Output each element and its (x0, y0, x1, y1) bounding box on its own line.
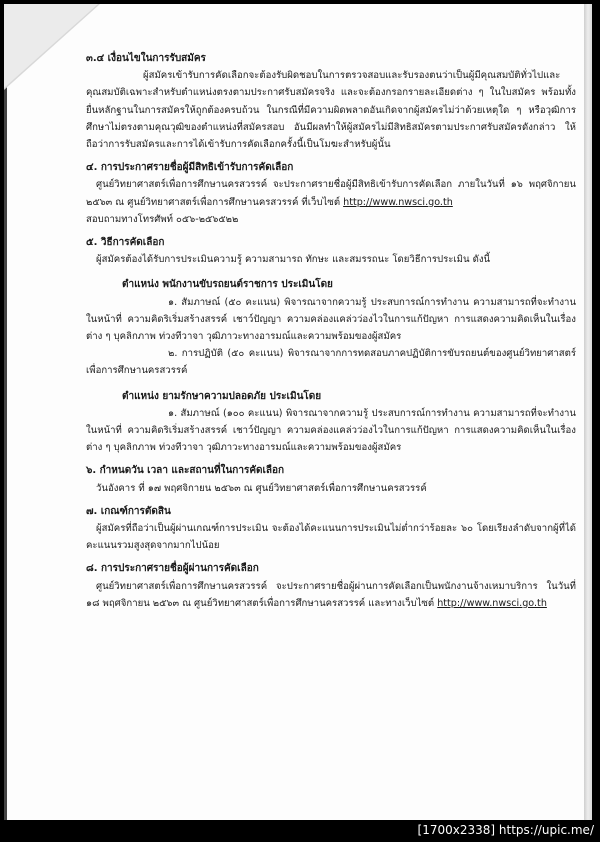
section-8-heading: ๘. การประกาศรายชื่อผู้ผ่านการคัดเลือก (86, 563, 259, 575)
image-footer-bar (0, 820, 600, 842)
section-4-text: ศูนย์วิทยาศาสตร์เพื่อการศึกษานครสวรรค์ จะประกาศรายชื่อผู้มีสิทธิเข้ารับการคัดเลือก ภายในวันที่ ๑๖ พฤศจิกายน ๒๕๖๓ ณ ศูนย์วิทยาศาสตร์เพื่อการศึกษานครสวรรค์ ที่เว็บไซต์ (86, 179, 576, 208)
watermark-text: [1700x2338] https://upic.me/ (417, 823, 594, 837)
section-4-heading: ๔. การประกาศรายชื่อผู้มีสิทธิเข้ารับการคัดเลือก (86, 162, 294, 174)
security-criterion-interview: ๑. สัมภาษณ์ (๑๐๐ คะแนน) พิจารณาจากความรู้ ประสบการณ์การทำงาน ความสามารถที่จะทำงานในหน้าที่ ความคิดริเริ่มสร้างสรรค์ เชาว์ปัญญา ความคล่องแคล่วว่องไวในการแก้ปัญหา การแสดงความคิดเห็นในเรื่องต่าง ๆ บุคลิกภาพ ท่วงทีวาจา วุฒิภาวะทางอารมณ์และความพร้อมของผู้สมัคร (86, 407, 576, 454)
section-7-body: ผู้สมัครที่ถือว่าเป็นผู้ผ่านเกณฑ์การประเมิน จะต้องได้คะแนนการประเมินไม่ต่ำกว่าร้อยละ ๖๐ โดยเรียงลำดับจากผู้ที่ได้คะแนนรวมสูงสุดจากมากไปน้อย (86, 523, 576, 552)
position-security-heading: ตำแหน่ง ยามรักษาความปลอดภัย ประเมินโดย (122, 390, 322, 402)
folded-corner-inner (4, 4, 98, 88)
section-7-heading: ๗. เกณฑ์การตัดสิน (86, 505, 171, 517)
section-3-4-heading: ๓.๔ เงื่อนไขในการรับสมัคร (86, 53, 206, 64)
section-4-body (86, 176, 576, 210)
document-page (4, 4, 592, 820)
section-8-body (86, 578, 576, 612)
website-link[interactable]: http://www.nwsci.go.th (343, 196, 453, 208)
scan-frame (4, 4, 596, 820)
page-right-edge (584, 4, 592, 820)
section-4-phone: สอบถามทางโทรศัพท์ ๐๕๖-๒๕๖๕๒๒ (86, 213, 239, 225)
driver-criterion-practical: ๒. การปฏิบัติ (๕๐ คะแนน) พิจารณาจากการทดสอบภาคปฏิบัติการขับรถยนต์ของศูนย์วิทยาศาสตร์เพื่อการศึกษานครสวรรค์ (86, 348, 576, 377)
page-left-edge (4, 4, 7, 820)
document-content (86, 50, 576, 612)
section-5-intro: ผู้สมัครต้องได้รับการประเมินความรู้ ความสามารถ ทักษะ และสมรรถนะ โดยวิธีการประเมิน ดังนี้ (96, 254, 491, 266)
position-driver-heading: ตำแหน่ง พนักงานขับรถยนต์ราชการ ประเมินโดย (122, 279, 333, 291)
section-8-text: ศูนย์วิทยาศาสตร์เพื่อการศึกษานครสวรรค์ จะประกาศรายชื่อผู้ผ่านการคัดเลือกเป็นพนักงานจ้างเหมาบริการ ในวันที่ ๑๘ พฤศจิกายน ๒๕๖๓ ณ ศูนย์วิทยาศาสตร์เพื่อการศึกษานครสวรรค์ และทางเว็บไซต์ (86, 580, 576, 609)
section-5-heading: ๕. วิธีการคัดเลือก (86, 237, 165, 249)
section-6-heading: ๖. กำหนดวัน เวลา และสถานที่ในการคัดเลือก (86, 465, 285, 477)
section-3-4-body: ผู้สมัครเข้ารับการคัดเลือกจะต้องรับผิดชอบในการตรวจสอบและรับรองตนว่าเป็นผู้มีคุณสมบัติทั่วไปและคุณสมบัติเฉพาะสำหรับตำแหน่งตรงตามประกาศรับสมัครจริง และจะต้องกรอกรายละเอียดต่าง ๆ ในใบสมัคร พร้อมทั้งยื่นหลักฐานในการสมัครให้ถูกต้องครบถ้วน ในกรณีที่มีความผิดพลาดอันเกิดจากผู้สมัครไม่ว่าด้วยเหตุใด ๆ หรือวุฒิการศึกษาไม่ตรงตามคุณวุฒิของตำแหน่งที่สมัครสอบ อันมีผลทำให้ผู้สมัครไม่มีสิทธิสมัครตามประกาศรับสมัครดังกล่าว ให้ถือว่าการรับสมัครและการได้เข้ารับการคัดเลือกครั้งนี้เป็นโมฆะสำหรับผู้นั้น (86, 70, 576, 151)
section-6-body: วันอังคาร ที่ ๑๗ พฤศจิกายน ๒๕๖๓ ณ ศูนย์วิทยาศาสตร์เพื่อการศึกษานครสวรรค์ (96, 482, 427, 494)
website-link-2[interactable]: http://www.nwsci.go.th (437, 597, 547, 609)
driver-criterion-interview: ๑. สัมภาษณ์ (๕๐ คะแนน) พิจารณาจากความรู้ ประสบการณ์การทำงาน ความสามารถที่จะทำงานในหน้าที่ ความคิดริเริ่มสร้างสรรค์ เชาว์ปัญญา ความคล่องแคล่วว่องไวในการแก้ปัญหา การแสดงความคิดเห็นในเรื่องต่าง ๆ บุคลิกภาพ ท่วงทีวาจา วุฒิภาวะทางอารมณ์และความพร้อมของผู้สมัคร (86, 296, 576, 343)
